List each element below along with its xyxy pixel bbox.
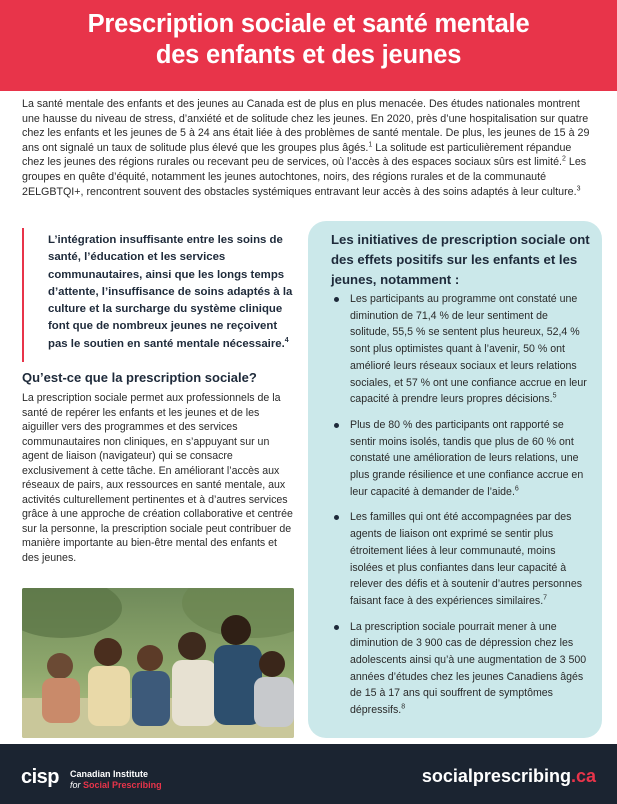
footnote-ref: 4 <box>284 336 289 344</box>
cisp-logo: cisp <box>21 766 60 788</box>
group-photo <box>22 588 294 738</box>
title-line-2: des enfants et des jeunes <box>155 41 462 69</box>
bullet-icon <box>334 625 339 630</box>
list-item <box>331 417 588 501</box>
org-for: for <box>70 780 81 790</box>
website-link[interactable] <box>422 766 596 787</box>
footnote-ref: 8 <box>401 703 406 711</box>
bullet-icon <box>334 515 339 520</box>
benefits-panel <box>308 221 602 738</box>
list-item-text: Les familles qui ont été accompagnées par des agents de liaison ont exprimé se sentir plus étroitement liées à leur communauté, moins isolées et plus confiantes dans leur capacité à relever des défis et à soutenir d’autres personnes faisant face à des expériences similaires. <box>350 511 583 607</box>
footnote-ref: 1 <box>368 141 373 149</box>
pull-quote <box>22 228 296 362</box>
bullet-icon <box>334 297 339 302</box>
intro-text-2: La solitude est particulièrement répandue chez les jeunes des régions rurales ou recevant peu de services, où l’accès à des espaces sociaux sûrs est limité. <box>22 141 572 169</box>
bullet-icon <box>334 423 339 428</box>
list-item <box>331 619 588 719</box>
page-footer <box>0 744 617 804</box>
list-item <box>331 291 588 408</box>
footnote-ref: 2 <box>562 155 566 163</box>
org-name-accent: Social Prescribing <box>83 780 162 790</box>
list-item-text: La prescription sociale pourrait mener à une diminution de 3 900 cas de dépression chez les adolescents ainsi qu’à une augmentation de 3 500 années d’études chez les jeunes Canadiens âgés de 15 à 17 ans qui souffrent de symptômes dépressifs. <box>350 620 587 717</box>
pull-quote-text: L’intégration insuffisante entre les soins de santé, l’éducation et les services communautaires, ainsi que les longs temps d’attente, l’insuffisance de soins adaptés à la culture et la surcharge du système clinique font que de nombreux jeunes ne reçoivent pas le soutien en santé mentale nécessaire. <box>48 234 293 350</box>
org-name-line-1: Canadian Institute <box>70 769 149 779</box>
intro-text-3: Les groupes en quête d’équité, notamment les jeunes autochtones, noirs, des régions rurales et de la communauté 2ELGBTQI+, rencontrent souvent des obstacles systémiques entravant leur accès à des soins adaptés à leur culture. <box>22 156 587 198</box>
benefits-list <box>331 291 588 719</box>
footnote-ref: 3 <box>576 185 581 192</box>
website-tld: .ca <box>570 766 596 786</box>
footnote-ref: 6 <box>514 485 519 493</box>
title-line-1: Prescription sociale et santé mentale <box>87 10 530 38</box>
section-heading: Qu’est-ce que la prescription sociale? <box>22 370 257 385</box>
list-item <box>331 509 588 609</box>
page-header <box>0 0 617 91</box>
intro-text-1: La santé mentale des enfants et des jeunes au Canada est de plus en plus menacée. Des études nationales montrent une hausse du niveau de stress, d’anxiété et de solitude chez les jeunes. En 2020, près d’une hospitalisation sur quatre chez les enfants et les jeunes de 5 à 24 ans était liée à des problèmes de santé mentale. De plus, les jeunes de 15 à 29 ans ont signalé un taux de solitude plus élevé que les groupes plus âgés. <box>22 98 590 154</box>
footnote-ref: 5 <box>552 392 557 400</box>
panel-heading: Les initiatives de prescription sociale ont des effets positifs sur les enfants et les jeunes, notamment : <box>331 232 590 287</box>
website-main: socialprescribing <box>421 766 571 786</box>
list-item-text: Plus de 80 % des participants ont rapporté se sentir moins isolés, tandis que plus de 60 % ont constaté une amélioration de leurs relations, une plus grande résilience et une confiance accrue en leur capacité à demander de l’aide. <box>350 418 584 498</box>
org-name-line-2 <box>70 780 162 790</box>
intro-paragraph <box>22 97 594 199</box>
footnote-ref: 7 <box>543 594 548 602</box>
section-body: La prescription sociale permet aux professionnels de la santé de repérer les enfants et les jeunes et de les aiguiller vers des programmes et des services communautaires non cliniques, en s’appuyant sur un agent de liaison (navigateur) qui se consacre exclusivement à cette tâche. En améliorant l’accès aux réseaux de pairs, aux ressources en santé mentale, aux activités culturellement pertinentes et à d’autres services grâce à une approche de création collaborative et centrée sur la personne, la prescription sociale peut contribuer de manière importante au bien-être mental des enfants et des jeunes. <box>22 392 293 565</box>
list-item-text: Les participants au programme ont constaté une diminution de 71,4 % de leur sentiment de solitude, 55,5 % se sentent plus heureux, 52,4 % sont plus optimistes quant à l’avenir, 50 % ont amélioré leurs réseaux sociaux et leurs relations sociales, et 57 % ont une confiance accrue en leur capacité à prendre leurs propres décisions. <box>350 293 587 406</box>
page-title <box>0 0 617 71</box>
